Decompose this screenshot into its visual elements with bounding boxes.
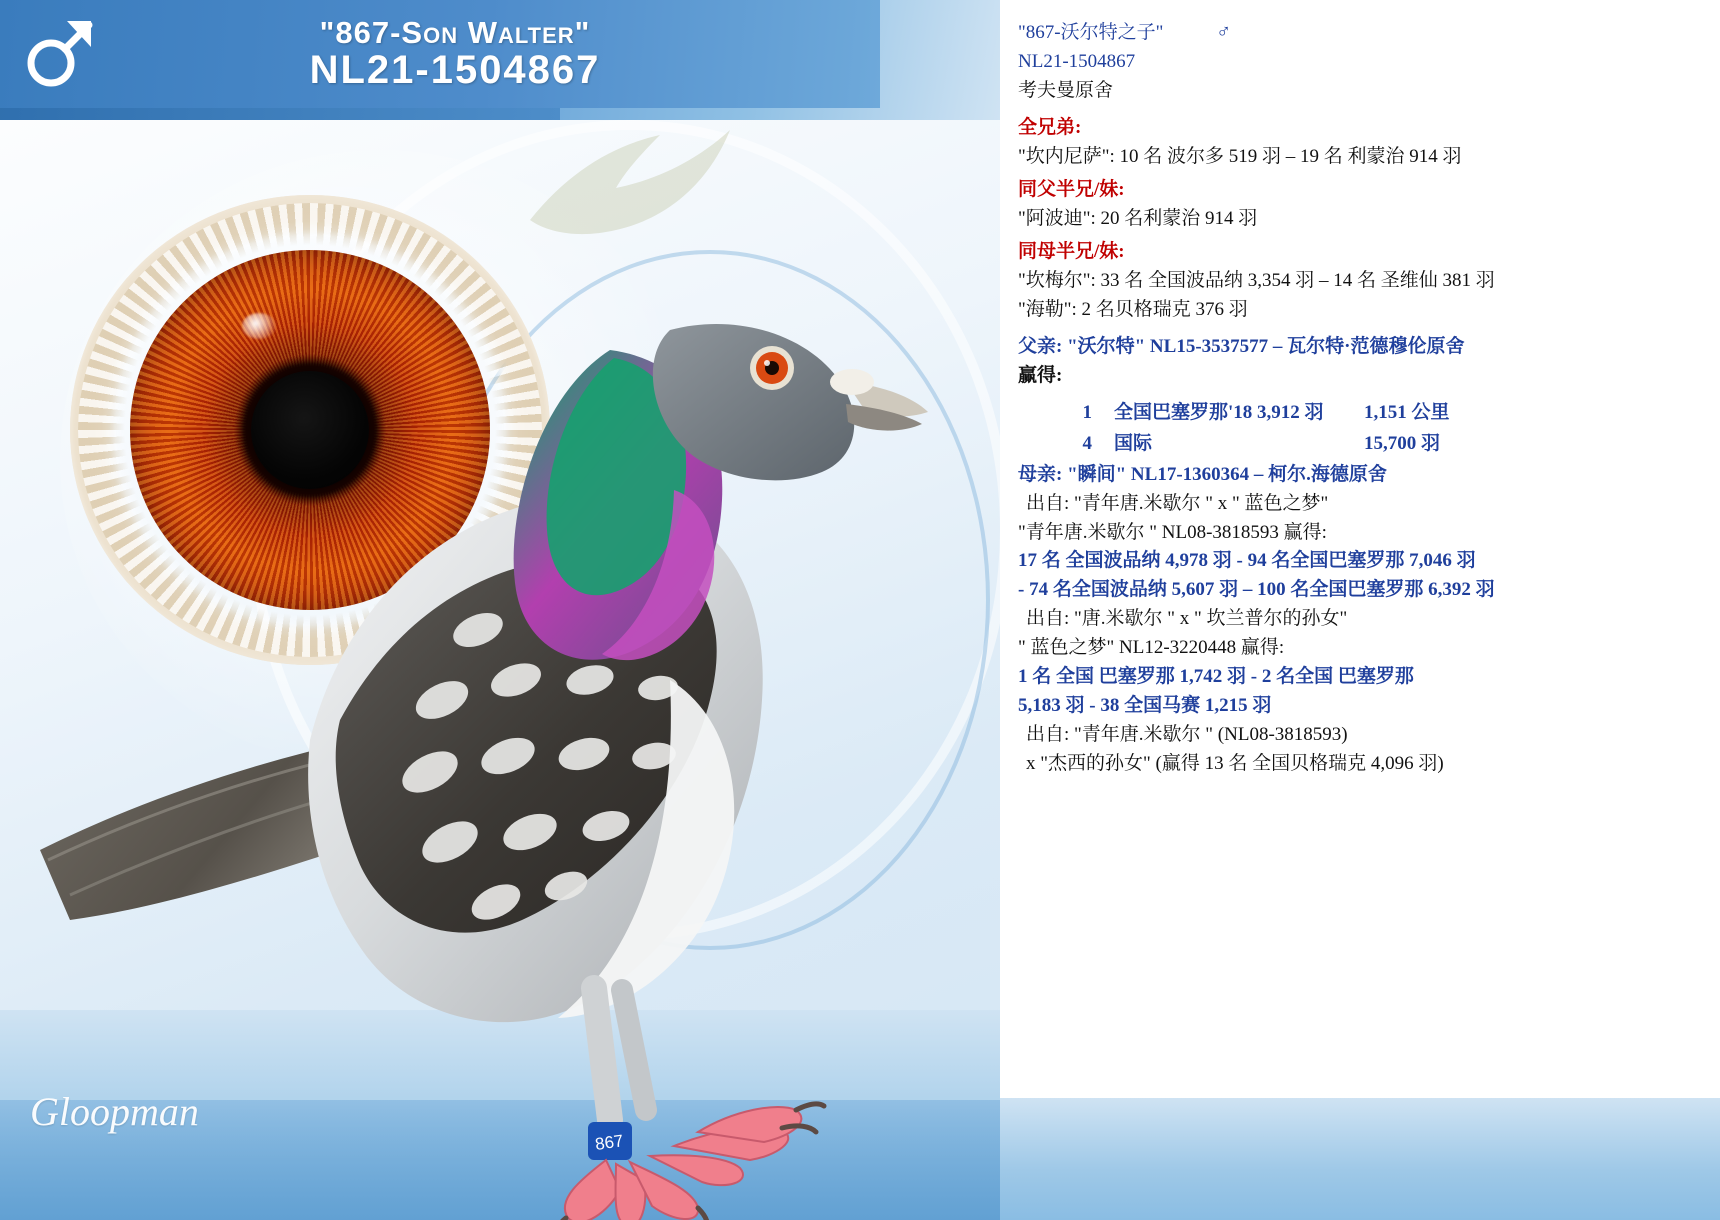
result-distance: 1,151 公里 (1364, 401, 1450, 423)
grandfather-line: "青年唐.米歇尔 " NL08-3818593 赢得: (1018, 521, 1327, 543)
grandmother-parents-line-2: x "杰西的孙女" (赢得 13 名 全国贝格瑞克 4,096 羽) (1026, 753, 1444, 775)
table-row (1018, 400, 1706, 427)
result-position: 1 (1082, 401, 1092, 423)
mother-line: 母亲: "瞬间" NL17-1360364 – 柯尔.海德原舍 (1018, 463, 1387, 485)
half-siblings-mother-line-2: "海勒": 2 名贝格瑞克 376 羽 (1018, 298, 1248, 320)
pedigree-loft: 考夫曼原舍 (1018, 79, 1114, 101)
pedigree-name-cn: "867-沃尔特之子" (1018, 22, 1164, 43)
grandfather-results-2: - 74 名全国波品纳 5,607 羽 – 100 名全国巴塞罗那 6,392 羽 (1018, 579, 1495, 601)
result-race: 全国巴塞罗那'18 3,912 羽 (1114, 401, 1324, 423)
result-birds: 15,700 羽 (1364, 432, 1441, 454)
grandmother-results-2: 5,183 羽 - 38 全国马赛 1,215 羽 (1018, 695, 1272, 717)
right-panel-bottom-band (1000, 1098, 1720, 1220)
half-siblings-father-label: 同父半兄/妹: (1018, 178, 1125, 200)
pedigree-ring-number: NL21-1504867 (1018, 50, 1136, 72)
result-position: 4 (1082, 432, 1092, 454)
full-siblings-label: 全兄弟: (1018, 116, 1082, 138)
grandmother-line: " 蓝色之梦" NL12-3220448 赢得: (1018, 637, 1285, 659)
grandfather-results-1: 17 名 全国波品纳 4,978 羽 - 94 名全国巴塞罗那 7,046 羽 (1018, 550, 1476, 572)
gender-symbol: ♂ (1216, 21, 1232, 43)
photographer-signature: Gloopman (30, 1089, 199, 1134)
pigeon-name: "867-Son Walter" (319, 14, 591, 50)
male-symbol-icon (0, 0, 120, 108)
half-siblings-father-line: "阿波迪": 20 名利蒙治 914 羽 (1018, 207, 1258, 229)
mother-parents-line: 出自: "青年唐.米歇尔 " x " 蓝色之梦" (1026, 492, 1329, 514)
result-race: 国际 (1114, 432, 1153, 454)
pedigree-text-panel (1000, 0, 1720, 1098)
grandmother-parents-line-1: 出自: "青年唐.米歇尔 " (NL08-3818593) (1026, 724, 1348, 746)
father-won-label: 赢得: (1018, 364, 1063, 386)
half-siblings-mother-line-1: "坎梅尔": 33 名 全国波品纳 3,354 羽 – 14 名 圣维仙 381 羽 (1018, 269, 1495, 291)
father-line: 父亲: "沃尔特" NL15-3537577 – 瓦尔特·范德穆伦原舍 (1018, 335, 1465, 357)
poster-title-text (120, 14, 880, 93)
svg-text:867: 867 (593, 1131, 625, 1154)
table-row (1018, 431, 1706, 458)
grandfather-parents-line: 出自: "唐.米歇尔 " x " 坎兰普尔的孙女" (1026, 608, 1348, 630)
full-siblings-line: "坎内尼萨": 10 名 波尔多 519 羽 – 19 名 利蒙治 914 羽 (1018, 145, 1462, 167)
pigeon-ring-number: NL21-1504867 (309, 48, 601, 93)
half-siblings-mother-label: 同母半兄/妹: (1018, 240, 1125, 262)
poster-title-bar (0, 0, 880, 108)
father-results-table (1018, 400, 1706, 458)
grandmother-results-1: 1 名 全国 巴塞罗那 1,742 羽 - 2 名全国 巴塞罗那 (1018, 666, 1414, 688)
pedigree-name-row (1018, 18, 1706, 47)
